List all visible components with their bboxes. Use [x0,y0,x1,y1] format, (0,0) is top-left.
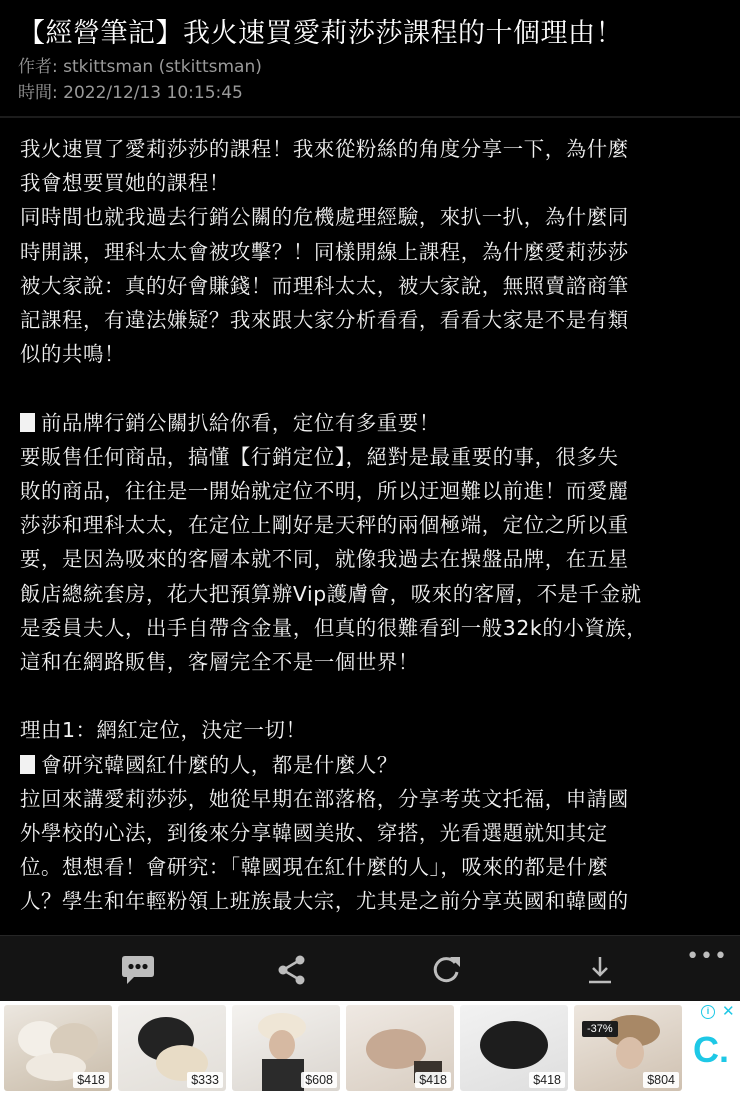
body-line: 敗的商品，往往是一開始就定位不明，所以迂迴難以前進！而愛麗 [20,479,629,504]
bottom-toolbar [0,935,740,1001]
body-line: 同時間也就我過去行銷公關的危機處理經驗，來扒一扒，為什麼同 [20,205,629,230]
share-icon [275,953,309,987]
block-bullet-icon [20,755,35,774]
ad-info-icon[interactable]: i [701,1005,715,1019]
ad-product-thumb[interactable] [574,1005,682,1091]
body-line: 飯店總統套房，花大把預算辦Vip護膚會，吸來的客層，不是千金就 [20,581,642,606]
body-line: 被大家說：真的好會賺錢！而理科太太，被大家說，無照賣諮商筆 [20,273,629,298]
download-icon [583,953,617,987]
reason-heading: 理由1：網紅定位，決定一切！ [20,718,307,743]
body-line: 要販售任何商品，搞懂【行銷定位】，絕對是最重要的事，很多失 [20,444,619,469]
ad-price: $804 [643,1072,679,1088]
body-line: 時開課，理科太太會被攻擊？！同樣開線上課程，為什麼愛莉莎莎 [20,239,629,264]
body-line: 似的共鳴！ [20,342,125,367]
body-line: 人？學生和年輕粉領上班族最大宗，尤其是之前分享英國和韓國的 [20,889,629,914]
blank-line [20,679,724,713]
ad-price: $418 [415,1072,451,1088]
ad-discount-badge: -37% [582,1021,618,1037]
ad-close-icon[interactable]: ✕ [722,1003,735,1020]
ad-product-thumb[interactable] [346,1005,454,1091]
download-button[interactable] [580,950,620,990]
body-line: 這和在網路販售，客層完全不是一個世界！ [20,650,419,675]
ad-banner[interactable] [0,1001,740,1095]
section-heading-text: 會研究韓國紅什麼的人，都是什麼人？ [41,752,398,777]
ad-price: $608 [301,1072,337,1088]
share-button[interactable] [272,950,312,990]
blank-line [20,371,724,405]
post-time: 時間: 2022/12/13 10:15:45 [18,83,243,103]
body-line: 位。想想看！會研究：「韓國現在紅什麼的人」，吸來的都是什麼 [20,855,609,880]
ad-product-thumb[interactable] [118,1005,226,1091]
ad-product-thumb[interactable] [460,1005,568,1091]
body-line: 外學校的心法，到後來分享韓國美妝、穿搭，光看選題就知其定 [20,821,608,846]
refresh-icon [429,953,463,987]
ad-price: $418 [73,1072,109,1088]
body-line: 莎莎和理科太太，在定位上剛好是天秤的兩個極端，定位之所以重 [20,513,629,538]
more-icon[interactable]: ••• [686,944,728,969]
section-heading [20,406,724,440]
post-header [0,0,740,117]
body-line: 我火速買了愛莉莎莎的課程！我來從粉絲的角度分享一下，為什麼 [20,137,629,161]
body-line: 是委員夫人，出手自帶含金量，但真的很難看到一般32k的小資族， [20,615,648,640]
section-heading [20,748,724,782]
ad-price: $418 [529,1072,565,1088]
ad-brand-logo[interactable]: C. [693,1029,729,1070]
ad-price: $333 [187,1072,223,1088]
body-line: 拉回來講愛莉莎莎，她從早期在部落格，分享考英文托福，申請國 [20,786,629,811]
post-author[interactable]: 作者: stkittsman (stkittsman) [18,57,262,77]
body-line: 記課程，有違法嫌疑？我來跟大家分析看看，看看大家是不是有類 [20,308,629,333]
refresh-button[interactable] [426,950,466,990]
block-bullet-icon [20,413,35,432]
section-heading-text: 前品牌行銷公關扒給你看，定位有多重要！ [41,410,440,435]
comment-icon [120,953,156,987]
ad-product-thumb[interactable] [232,1005,340,1091]
body-line: 我會想要買她的課程！ [20,171,230,196]
post-content[interactable] [0,118,740,935]
ad-product-thumb[interactable] [4,1005,112,1091]
post-title: 【經營筆記】我火速買愛莉莎莎課程的十個理由！ [18,18,623,49]
body-line: 要，是因為吸來的客層本就不同，就像我過去在操盤品牌，在五星 [20,547,629,572]
comment-button[interactable] [118,950,158,990]
